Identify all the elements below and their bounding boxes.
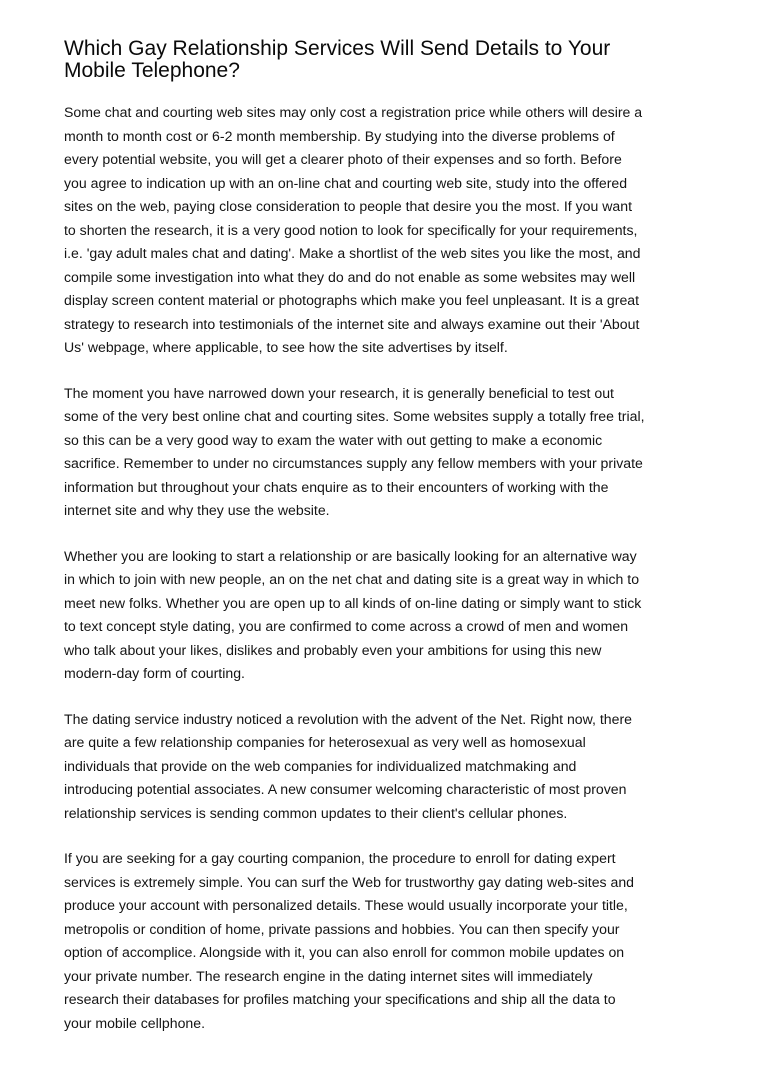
document-title: Which Gay Relationship Services Will Send Details to Your Mobile Telephone? bbox=[64, 37, 611, 82]
paragraph-2: The moment you have narrowed down your research, it is generally beneficial to test out some of the very best online chat and courting sites. Some websites supply a totally free trial, so this can be a very good way to exam the water with out getting to make a economic sacrifice. Remember to under no circumstances supply any fellow members with your private information but throughout your chats enquire as to their encounters of working with the internet site and why they use the website. bbox=[64, 384, 645, 518]
paragraph-3: Whether you are looking to start a relationship or are basically looking for an alternative way in which to join with new people, an on the net chat and dating site is a great way in which to meet new folks. Whether you are open up to all kinds of on-line dating or simply want to stick to text concept style dating, you are confirmed to come across a crowd of men and women who talk about your likes, dislikes and probably even your ambitions for using this new modern-day form of courting. bbox=[64, 547, 642, 681]
paragraph-5: If you are seeking for a gay courting companion, the procedure to enroll for dating expert services is extremely simple. You can surf the Web for trustworthy gay dating web-sites and produce your account with personalized details. These would usually incorporate your title, metropolis or condition of home, private passions and hobbies. You can then specify your option of accomplice. Alongside with it, you can also enroll for common mobile updates on your private number. The research engine in the dating internet sites will immediately research their databases for profiles matching your specifications and ship all the data to your mobile cellphone. bbox=[64, 850, 635, 1031]
paragraph-4: The dating service industry noticed a revolution with the advent of the Net. Right now, there are quite a few relationship companies for heterosexual as very well as homosexual individuals that provide on the web companies for individualized matchmaking and introducing potential associates. A new consumer welcoming characteristic of most proven relationship services is sending common updates to their client's cellular phones. bbox=[64, 710, 632, 821]
document-page bbox=[64, 38, 714, 1057]
paragraph-1: Some chat and courting web sites may only cost a registration price while others will desire a month to month cost or 6-2 month membership. By studying into the diverse problems of every potential website, you will get a clearer photo of their expenses and so forth. Before you agree to indication up with an on-line chat and courting web site, study into the offered sites on the web, paying close consideration to people that desire you the most. If you want to shorten the research, it is a very good notion to look for specifically for your requirements, i.e. 'gay adult males chat and dating'. Make a shortlist of the web sites you like the most, and compile some investigation into what they do and do not enable as some websites may well display screen content material or photographs which make you feel unpleasant. It is a great strategy to research into testimonials of the internet site and always examine out their 'About Us' webpage, where applicable, to see how the site advertises by itself. bbox=[64, 104, 643, 355]
